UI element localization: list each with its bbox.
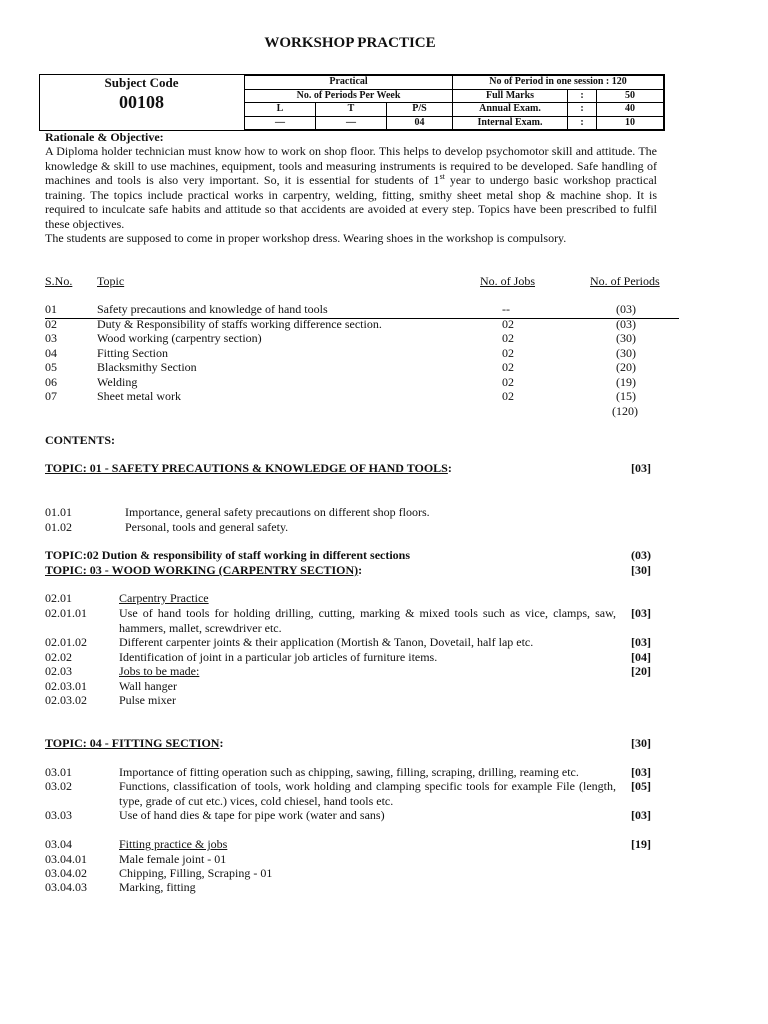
rationale-text-b: year to undergo basic workshop practical training. The topics include practical works in carpentry, welding, fitting, smithy sheet metal shop & machine shop. It is required to inculcate safe habits and attitude so that accidents are avoided at every step. Topics have been prescribed to fulfil these objectives. [45, 173, 657, 231]
periods-header: No. of Periods [590, 274, 660, 288]
val-ps: 04 [387, 116, 453, 130]
item-number: 02.02 [45, 650, 72, 664]
internal-exam-label: Internal Exam. [453, 116, 568, 130]
annual-exam-value: 40 [597, 103, 664, 117]
periods-cell: (03) [616, 316, 636, 331]
val-l: — [245, 116, 316, 130]
practical-label: Practical [245, 76, 453, 90]
full-marks-label: Full Marks [453, 89, 568, 103]
sno-cell: 01 [45, 302, 57, 316]
colon: : [219, 736, 224, 750]
topic-cell: Wood working (carpentry section) [97, 331, 262, 345]
periods-cell: (03) [616, 302, 636, 316]
item-number: 02.01.01 [45, 606, 87, 620]
item-number: 03.01 [45, 765, 72, 779]
periods-cell: (30) [616, 345, 636, 360]
contents-heading: CONTENTS: [45, 433, 116, 447]
periods-total: (120) [612, 404, 638, 418]
topic-04-title: TOPIC: 04 - FITTING SECTION [45, 736, 220, 750]
table-divider [45, 318, 679, 319]
periods-per-week-label: No. of Periods Per Week [245, 89, 453, 103]
rationale-paragraph [45, 144, 657, 231]
item-text: Jobs to be made: [119, 664, 200, 678]
item-text: Male female joint - 01 [119, 852, 227, 866]
item-text: Use of hand dies & tape for pipe work (water and sans) [119, 808, 385, 822]
col-ps: P/S [387, 103, 453, 117]
item-text: Carpentry Practice [119, 591, 209, 605]
rationale-heading: Rationale & Objective: [45, 130, 164, 144]
subject-code-cell [40, 75, 243, 130]
item-number: 03.03 [45, 808, 72, 822]
topic-04-mark: [30] [631, 736, 651, 750]
item-text: Pulse mixer [119, 693, 176, 707]
jobs-cell: 02 [502, 316, 514, 331]
topic-03-mark: [30] [631, 563, 651, 577]
periods-marks-table [244, 75, 664, 130]
internal-exam-value: 10 [597, 116, 664, 130]
item-number: 02.03.02 [45, 693, 87, 707]
topic-cell: Welding [97, 374, 138, 389]
topic-header: Topic [97, 274, 125, 288]
jobs-header: No. of Jobs [480, 274, 536, 288]
document-title: WORKSHOP PRACTICE [264, 35, 436, 51]
sno-cell: 06 [45, 374, 57, 389]
item-text: Marking, fitting [119, 880, 196, 894]
item-number: 02.03 [45, 664, 72, 678]
sno-cell: 05 [45, 360, 57, 374]
table-row [45, 331, 665, 346]
item-number: 02.03.01 [45, 679, 87, 693]
subject-code-label: Subject Code [104, 75, 179, 90]
item-mark: [20] [631, 664, 651, 678]
item-number: 03.02 [45, 779, 72, 793]
item-number: 02.01 [45, 591, 72, 605]
item-mark: [03] [631, 606, 651, 620]
topic-02-title: TOPIC:02 Dution & responsibility of staff working in different sections [45, 548, 411, 562]
sno-cell: 02 [45, 316, 57, 331]
jobs-cell: -- [502, 302, 510, 316]
topic-01-mark: [03] [631, 461, 651, 475]
item-text: Different carpenter joints & their application (Mortish & Tanon, Dovetail, half lap etc. [119, 635, 534, 649]
item-number: 01.02 [45, 520, 72, 534]
item-number: 01.01 [45, 505, 72, 519]
ordinal-suffix: st [439, 172, 445, 181]
val-t: — [316, 116, 387, 130]
topic-cell: Sheet metal work [97, 389, 181, 403]
colon: : [568, 103, 597, 117]
col-t: T [316, 103, 387, 117]
jobs-cell: 02 [502, 389, 514, 403]
rationale-text-a: A Diploma holder technician must know how to work on shop floor. This helps to develop psychomotor skill and attitude. The knowledge & skill to use machines, equipment, tools and measuring instruments is required to be developed. Safe handling of machines and tools is also very important. So, it is essential for students of 1 [45, 144, 657, 187]
sno-cell: 03 [45, 331, 57, 345]
item-mark: [03] [631, 635, 651, 649]
item-mark: [03] [631, 808, 651, 822]
sno-cell: 04 [45, 345, 57, 360]
periods-cell: (15) [616, 389, 636, 403]
item-text: Wall hanger [119, 679, 178, 693]
item-text: Identification of joint in a particular job articles of furniture items. [119, 650, 438, 664]
table-row [45, 302, 665, 317]
colon: : [568, 89, 597, 103]
item-text: Personal, tools and general safety. [125, 520, 289, 534]
item-text: Importance of fitting operation such as chipping, sawing, filling, scraping, drilling, reaming etc. [119, 765, 579, 779]
item-text: Importance, general safety precautions on different shop floors. [125, 505, 430, 519]
colon: : [358, 563, 363, 577]
item-text: Use of hand tools for holding drilling, cutting, marking & mixed tools such as vice, clamps, saw, hammers, mallet, screwdriver etc. [119, 606, 616, 635]
topic-cell: Safety precautions and knowledge of hand tools [97, 302, 328, 316]
item-number: 03.04.02 [45, 866, 87, 880]
jobs-cell: 02 [502, 345, 514, 360]
topics-table-header [45, 274, 665, 289]
topic-03-title: TOPIC: 03 - WOOD WORKING (CARPENTRY SECTION) [45, 563, 359, 577]
topic-02-mark: (03) [631, 548, 651, 562]
periods-cell: (30) [616, 331, 636, 345]
topic-cell: Blacksmithy Section [97, 360, 197, 374]
item-text: Fitting practice & jobs [119, 837, 228, 851]
item-number: 03.04.03 [45, 880, 87, 894]
item-mark: [04] [631, 650, 651, 664]
sno-cell: 07 [45, 389, 57, 403]
item-number: 03.04 [45, 837, 72, 851]
item-number: 02.01.02 [45, 635, 87, 649]
item-mark: [19] [631, 837, 651, 851]
item-number: 03.04.01 [45, 852, 87, 866]
colon: : [447, 461, 452, 475]
topic-cell: Fitting Section [97, 345, 169, 360]
table-row [45, 389, 665, 404]
subject-header-box [39, 74, 665, 131]
jobs-cell: 02 [502, 331, 514, 345]
table-row [45, 360, 665, 375]
topic-01-title: TOPIC: 01 - SAFETY PRECAUTIONS & KNOWLEDGE OF HAND TOOLS [45, 461, 448, 475]
session-label: No of Period in one session : 120 [453, 76, 664, 90]
topic-cell: Duty & Responsibility of staffs working difference section. [97, 316, 382, 331]
col-l: L [245, 103, 316, 117]
table-row [45, 375, 665, 390]
jobs-cell: 02 [502, 374, 514, 389]
item-mark: [05] [631, 779, 651, 793]
sno-header: S.No. [45, 274, 73, 288]
annual-exam-label: Annual Exam. [453, 103, 568, 117]
colon: : [568, 116, 597, 130]
table-row [45, 346, 665, 361]
item-mark: [03] [631, 765, 651, 779]
item-text: Functions, classification of tools, work holding and clamping specific tools for example File (length, type, grade of cut etc.) vices, cold chiesel, hand tools etc. [119, 779, 616, 808]
subject-code-value: 00108 [119, 91, 164, 112]
item-text: Chipping, Filling, Scraping - 01 [119, 866, 273, 880]
dress-code-paragraph: The students are supposed to come in proper workshop dress. Wearing shoes in the workshop is compulsory. [45, 231, 567, 245]
periods-cell: (20) [616, 360, 636, 374]
jobs-cell: 02 [502, 360, 514, 374]
periods-cell: (19) [616, 374, 636, 389]
full-marks-value: 50 [597, 89, 664, 103]
